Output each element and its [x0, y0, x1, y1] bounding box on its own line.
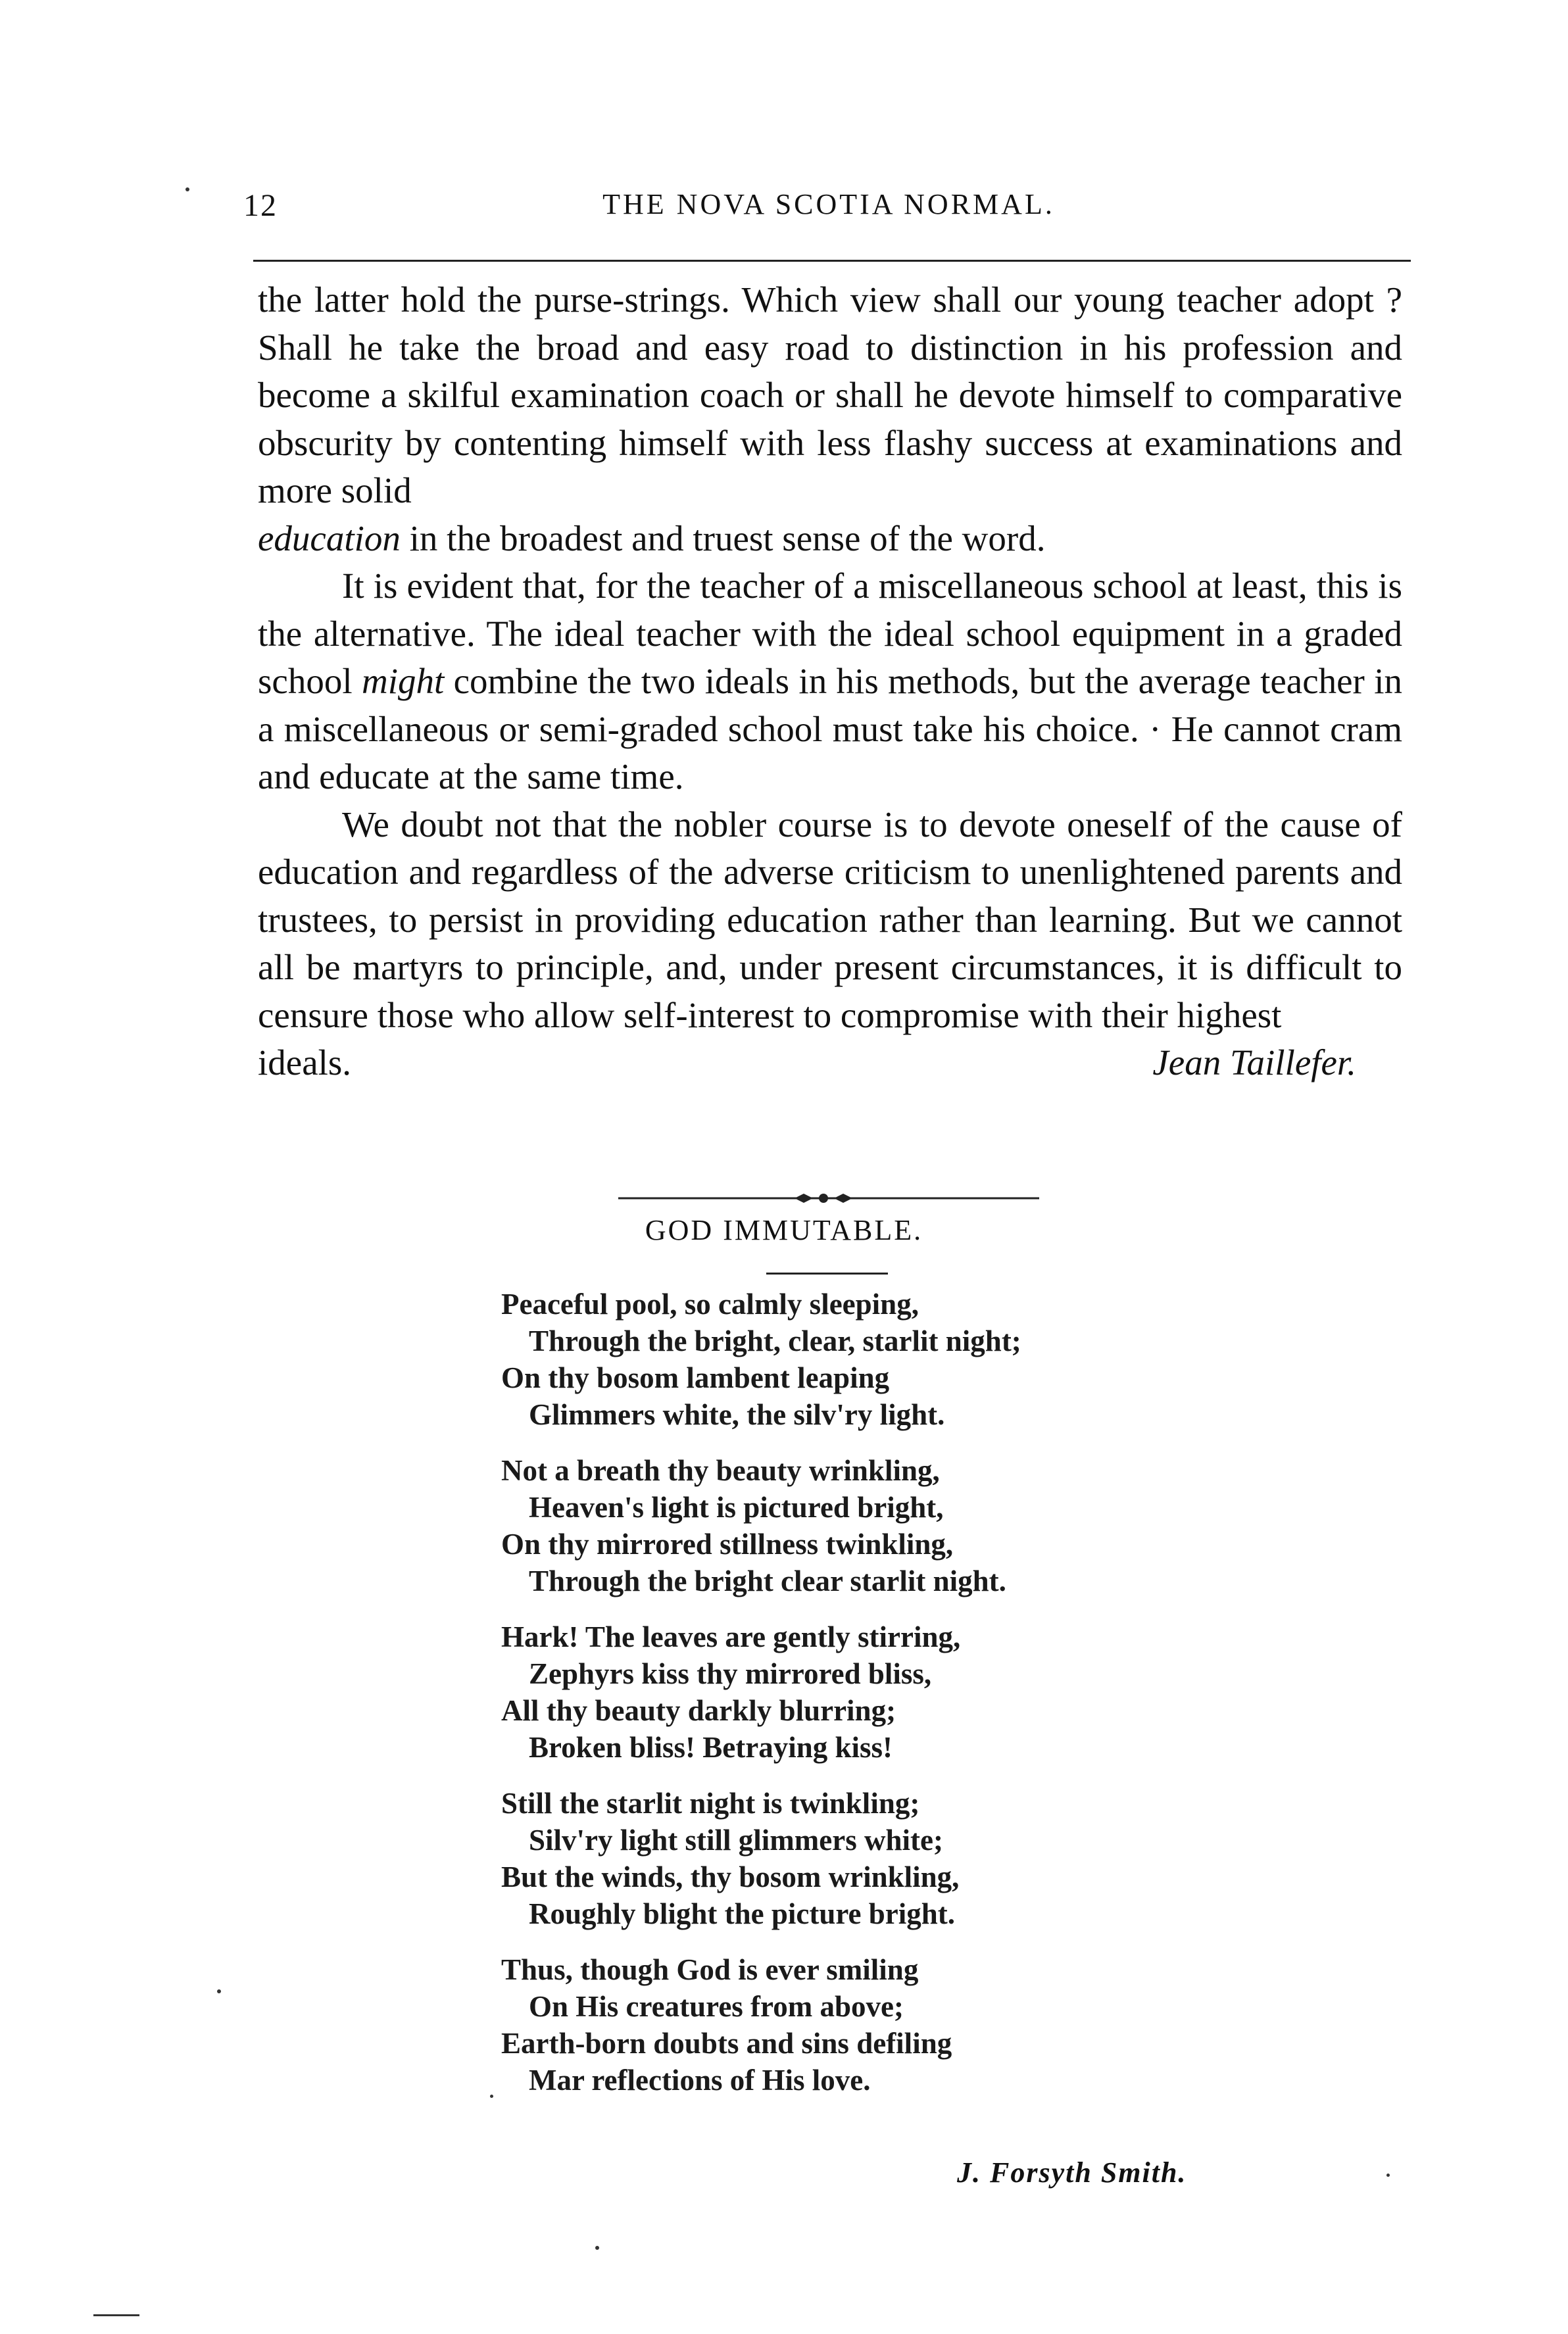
scan-speck	[93, 2314, 139, 2316]
scan-speck	[217, 1989, 221, 1993]
page-header	[243, 187, 1414, 240]
poem-line: All thy beauty darkly blurring;	[501, 1694, 896, 1727]
scan-speck	[595, 2246, 599, 2250]
poem-line: Peaceful pool, so calmly sleeping,	[501, 1288, 919, 1321]
poem-body	[501, 1286, 1290, 2118]
essay-paragraph-1: the latter hold the purse-strings. Which view shall our young teacher adopt ? Shall he take the broad and easy road to distinction in his profession and become a skilful examination coach or shall he devote himself to comparative obscurity by contenting himself with less flashy success at examinations and more solid education in the broadest and truest sense of the word.	[258, 280, 1402, 558]
poem-line: Roughly blight the picture bright.	[529, 1897, 955, 1930]
poem-stanza	[501, 1286, 1290, 1433]
poem-line: Glimmers white, the silv'ry light.	[529, 1398, 945, 1431]
poem-line: Through the bright, clear, starlit night;	[529, 1325, 1021, 1357]
header-rule	[253, 260, 1411, 262]
poem-line: But the winds, thy bosom wrinkling,	[501, 1860, 960, 1893]
poem-stanza	[501, 1785, 1290, 1932]
poem-line: Earth-born doubts and sins defiling	[501, 2027, 952, 2060]
essay-paragraph-3: We doubt not that the nobler course is to devote oneself of the cause of education and regardless of the adverse criticism to unenlightened parents and trustees, to persist in providing education rather than learning. But we cannot all be martyrs to principle, and, under present circumstances, it is difficult to censure those who allow self-interest to compromise with their highest	[258, 804, 1402, 1035]
poem-line: Still the starlit night is twinkling;	[501, 1787, 920, 1820]
poem-line: Thus, though God is ever smiling	[501, 1953, 919, 1986]
essay-paragraph-2: It is evident that, for the teacher of a miscellaneous school at least, this is the alternative. The ideal teacher with the ideal school equipment in a graded school might combine the two ideals in his methods, but the average teacher in a miscellaneous or semi-graded school must take his choice. · He cannot cram and educate at the same time.	[258, 566, 1402, 796]
essay-closing-line	[258, 1039, 1402, 1087]
scan-speck	[185, 187, 189, 191]
poem-stanza	[501, 1951, 1290, 2099]
page-number: 12	[243, 188, 278, 223]
poem-line: Heaven's light is pictured bright,	[529, 1491, 944, 1524]
running-title: THE NOVA SCOTIA NORMAL.	[602, 188, 1055, 220]
emphasis-might: might	[361, 661, 445, 701]
poem-line: Not a breath thy beauty wrinkling,	[501, 1454, 940, 1487]
poem-line: Silv'ry light still glimmers white;	[529, 1824, 943, 1857]
essay-text	[258, 276, 1402, 1087]
poem-line: On thy bosom lambent leaping	[501, 1361, 890, 1394]
poem-author: J. Forsyth Smith.	[957, 2156, 1187, 2189]
poem-stanza	[501, 1618, 1290, 1766]
poem-line: On His creatures from above;	[529, 1990, 904, 2023]
poem-line: On thy mirrored stillness twinkling,	[501, 1528, 954, 1561]
title-rule	[766, 1273, 888, 1275]
essay-signature: Jean Taillefer.	[1152, 1042, 1356, 1082]
poem-line: Mar reflections of His love.	[529, 2064, 871, 2097]
scan-speck	[1386, 2174, 1390, 2177]
emphasis-education: education	[258, 518, 401, 558]
poem-stanza	[501, 1452, 1290, 1599]
poem-line: Zephyrs kiss thy mirrored bliss,	[529, 1657, 932, 1690]
poem-title: GOD IMMUTABLE.	[645, 1214, 923, 1246]
poem-line: Hark! The leaves are gently stirring,	[501, 1620, 961, 1653]
poem-line: Through the bright clear starlit night.	[529, 1565, 1006, 1597]
essay-final-word: ideals.	[258, 1042, 352, 1082]
poem-line: Broken bliss! Betraying kiss!	[529, 1731, 893, 1764]
section-ornament	[618, 1192, 1039, 1205]
scan-speck	[490, 2095, 493, 2098]
